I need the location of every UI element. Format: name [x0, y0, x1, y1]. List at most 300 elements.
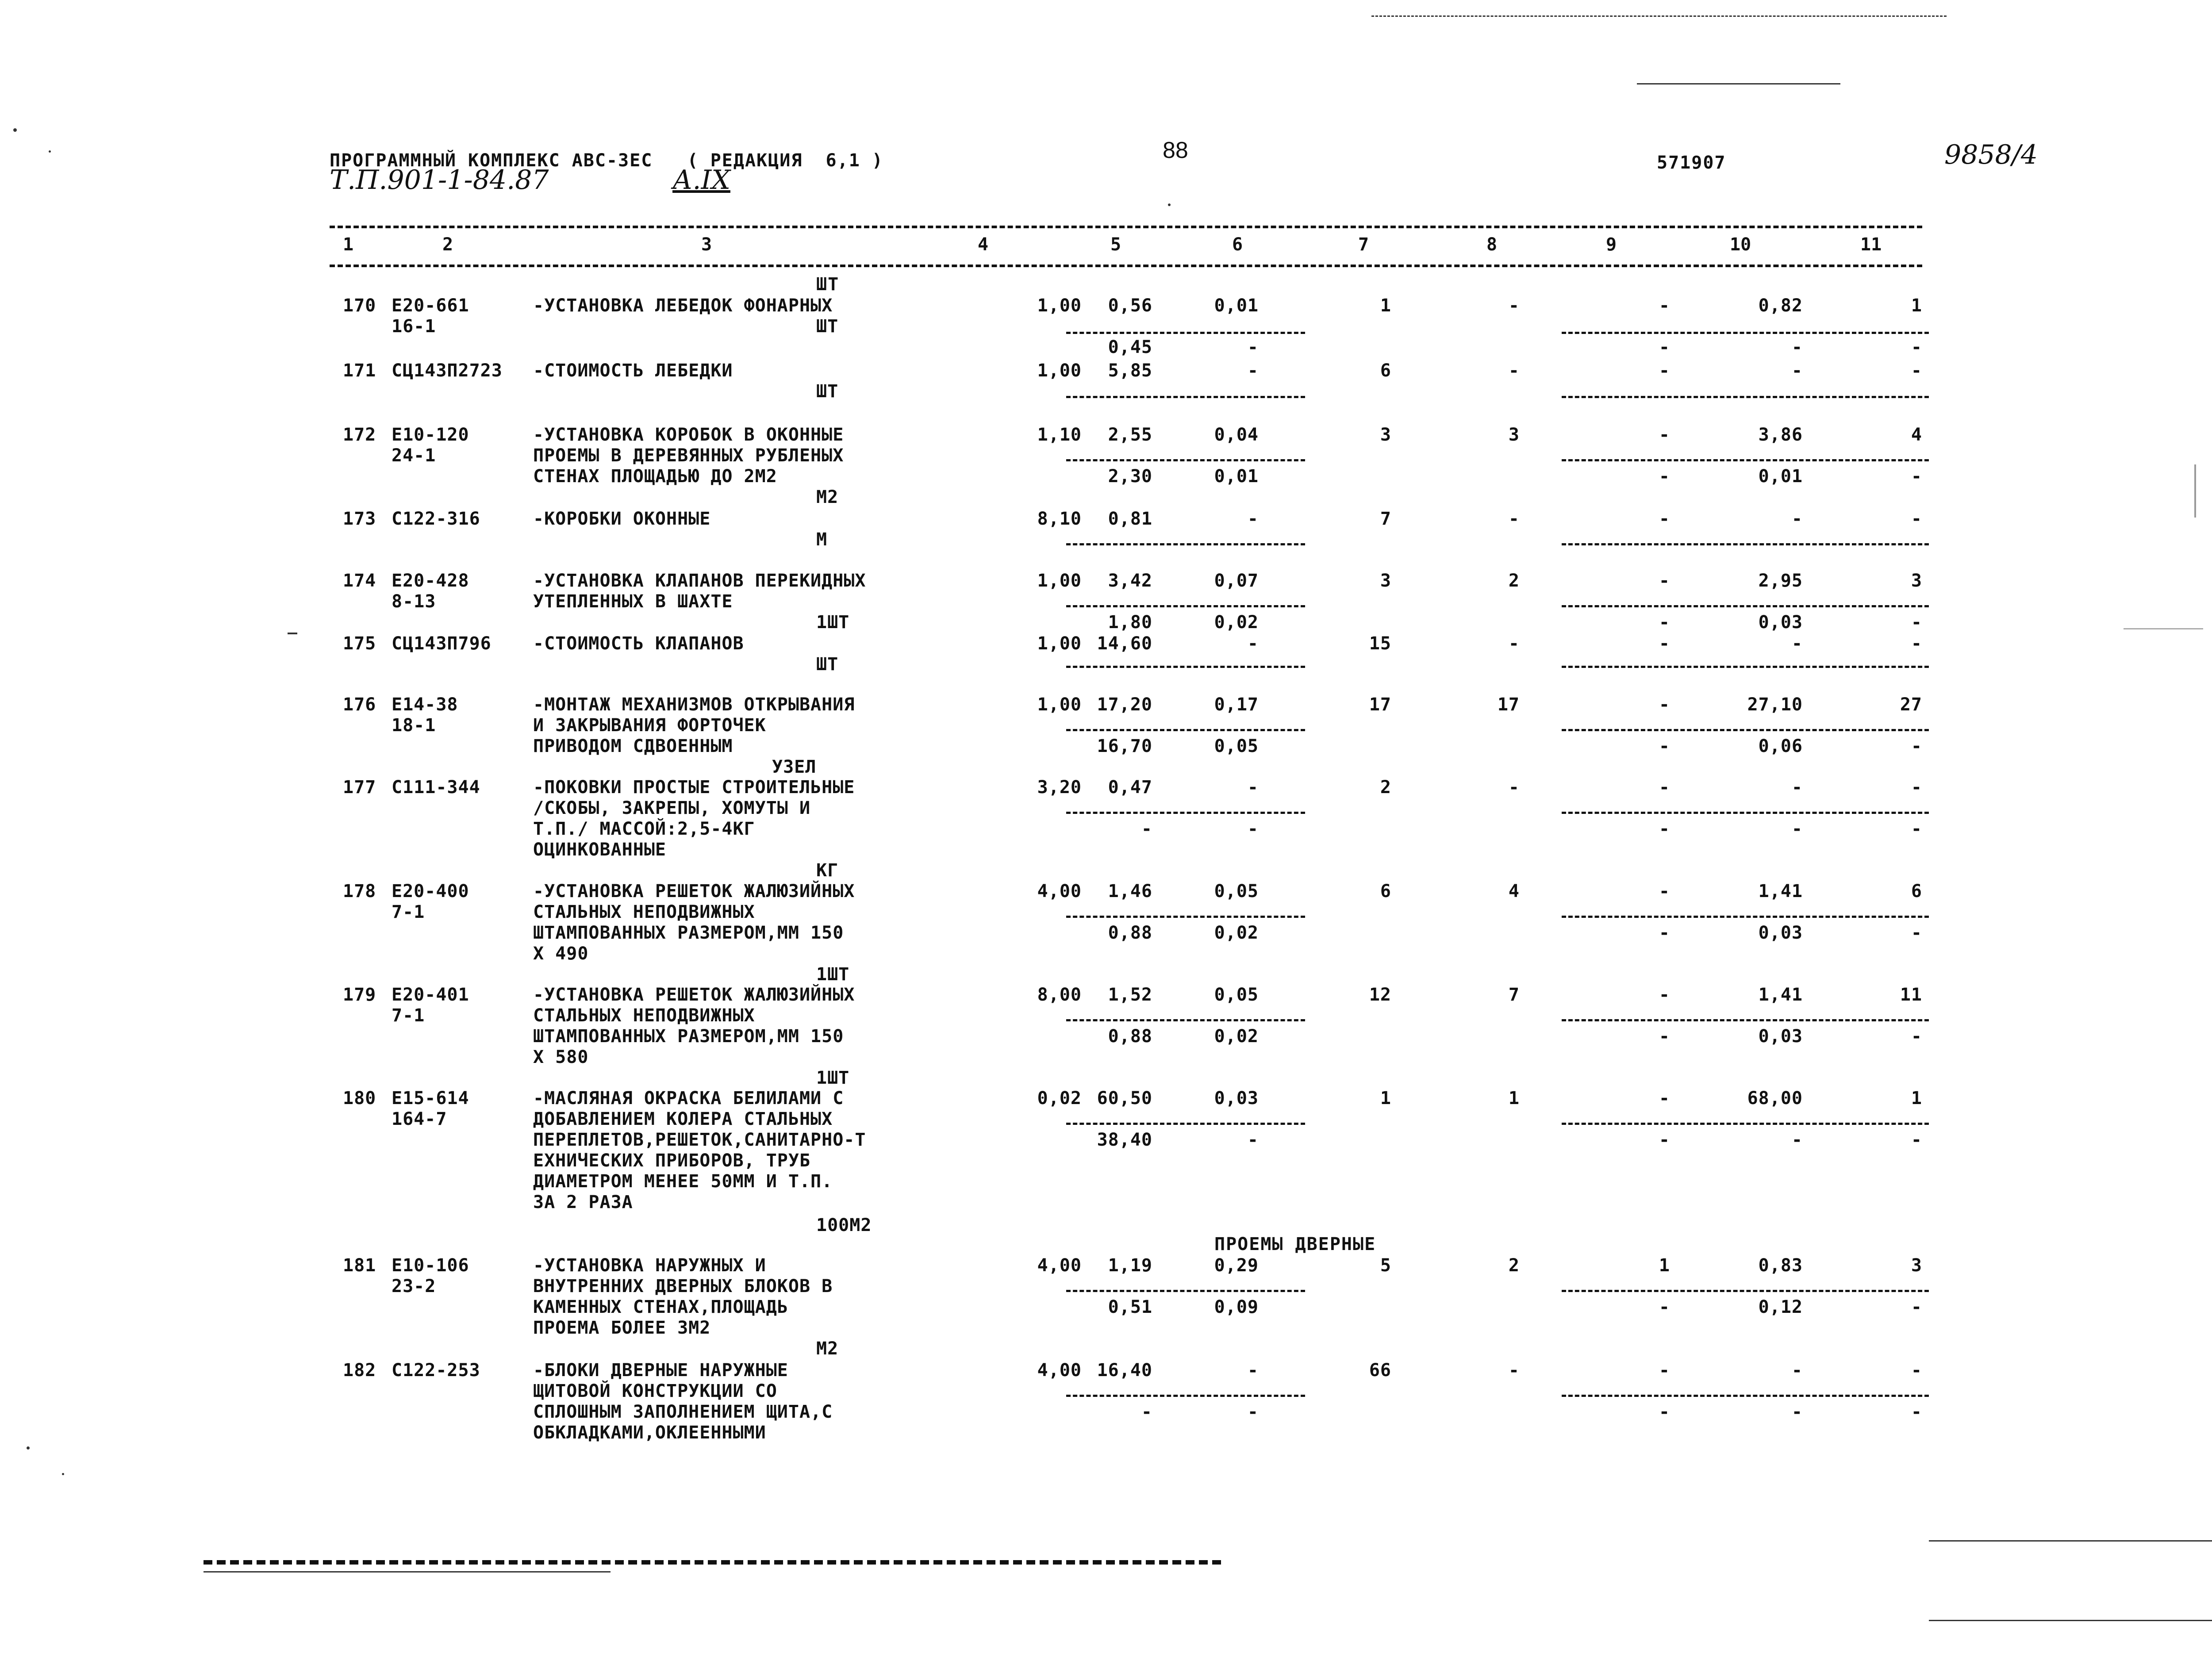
col9-value: - — [1659, 425, 1670, 445]
quantity: 0,02 — [1037, 1088, 1082, 1108]
row-number: 170 — [343, 295, 376, 316]
col5-value: 5,85 — [1108, 361, 1152, 381]
col5-sub-value: 0,88 — [1108, 923, 1152, 943]
col8-value: 1 — [1508, 1088, 1520, 1108]
col11-sub-value: - — [1911, 736, 1922, 756]
col6-sub-value: - — [1247, 819, 1259, 839]
work-description: -МАСЛЯНАЯ ОКРАСКА БЕЛИЛАМИ С — [533, 1088, 844, 1108]
work-description-line: КАМЕННЫХ СТЕНАХ,ПЛОЩАДЬ — [533, 1297, 788, 1317]
underline — [1066, 666, 1305, 668]
col9-value: 1 — [1659, 1255, 1670, 1276]
unit-of-measure: 1ШТ — [816, 612, 850, 633]
underline — [1562, 332, 1929, 334]
col5-value: 0,56 — [1108, 295, 1152, 316]
album-number: А.IX — [672, 165, 730, 196]
unit-of-measure: УЗЕЛ — [772, 757, 817, 777]
scan-edge-line — [1371, 15, 1947, 17]
work-description-line: ВНУТРЕННИХ ДВЕРНЫХ БЛОКОВ В — [533, 1276, 833, 1296]
col10-value: 3,86 — [1758, 425, 1803, 445]
work-description-line: ДОБАВЛЕНИЕМ КОЛЕРА СТАЛЬНЫХ — [533, 1109, 833, 1129]
col11-value: 3 — [1911, 571, 1922, 591]
col-num: 7 — [1358, 234, 1369, 255]
col5-sub-value: 16,70 — [1097, 736, 1152, 756]
rate-code: СЦ143П2723 — [392, 361, 503, 381]
document-number: 571907 — [1657, 153, 1726, 173]
work-description-line: ОБКЛАДКАМИ,ОКЛЕЕННЫМИ — [533, 1423, 766, 1443]
col9-value: - — [1659, 985, 1670, 1005]
col6-sub-value: 0,05 — [1214, 736, 1259, 756]
unit-of-measure: 1ШТ — [816, 1068, 850, 1088]
column-number-row — [330, 234, 1922, 257]
col8-value: - — [1508, 509, 1520, 529]
col9-value: - — [1659, 571, 1670, 591]
col6-value: - — [1247, 361, 1259, 381]
underline — [1562, 812, 1929, 814]
rate-code: E10-106 — [392, 1255, 469, 1276]
col8-value: 2 — [1508, 1255, 1520, 1276]
rate-code-sub: 7-1 — [392, 902, 425, 922]
rate-code: С111-344 — [392, 777, 480, 798]
work-description-line: УТЕПЛЕННЫХ В ШАХТЕ — [533, 591, 733, 612]
col5-sub-value: 0,45 — [1108, 337, 1152, 357]
col-num: 5 — [1110, 234, 1121, 255]
col5-sub-value: - — [1141, 819, 1152, 839]
col9-value: - — [1659, 361, 1670, 381]
row-number: 182 — [343, 1360, 376, 1381]
col10-value: - — [1791, 361, 1803, 381]
work-description-line: СТАЛЬНЫХ НЕПОДВИЖНЫХ — [533, 902, 755, 922]
scan-speck — [62, 1473, 64, 1475]
work-description-line: Х 580 — [533, 1047, 589, 1067]
underline — [1562, 916, 1929, 918]
col11-sub-value: - — [1911, 1297, 1922, 1317]
col5-value: 1,46 — [1108, 881, 1152, 901]
row-number: 180 — [343, 1088, 376, 1108]
col5-value: 60,50 — [1097, 1088, 1152, 1108]
work-description: -СТОИМОСТЬ ЛЕБЕДКИ — [533, 361, 733, 381]
col11-value: 27 — [1900, 694, 1922, 715]
work-description-line: ПРИВОДОМ СДВОЕННЫМ — [533, 736, 733, 756]
scan-speck — [49, 150, 51, 153]
col11-value: - — [1911, 777, 1922, 798]
col8-value: 2 — [1508, 571, 1520, 591]
col6-value: - — [1247, 633, 1259, 654]
col-num: 2 — [442, 234, 453, 255]
col10-sub-value: 0,03 — [1758, 1026, 1803, 1047]
col6-value: 0,07 — [1214, 571, 1259, 591]
scan-speck — [2124, 628, 2203, 629]
program-header: ПРОГРАММНЫЙ КОМПЛЕКС АВС-ЗЕС ( РЕДАКЦИЯ 6,1 ) — [330, 150, 883, 171]
col11-sub-value: - — [1911, 923, 1922, 943]
work-description: -УСТАНОВКА ЛЕБЕДОК ФОНАРНЫХ — [533, 295, 833, 316]
col10-value: - — [1791, 777, 1803, 798]
col-num: 8 — [1486, 234, 1498, 255]
work-description-line: ПЕРЕПЛЕТОВ,РЕШЕТОК,САНИТАРНО-Т — [533, 1130, 866, 1150]
col-num: 9 — [1606, 234, 1617, 255]
col9-sub-value: - — [1659, 1402, 1670, 1422]
work-description: -УСТАНОВКА РЕШЕТОК ЖАЛЮЗИЙНЫХ — [533, 881, 855, 901]
col7-value: 6 — [1380, 361, 1391, 381]
work-description-line: ШТАМПОВАННЫХ РАЗМЕРОМ,ММ 150 — [533, 1026, 844, 1047]
rate-code-sub: 8-13 — [392, 591, 436, 612]
col9-value: - — [1659, 777, 1670, 798]
col6-value: - — [1247, 777, 1259, 798]
col10-sub-value: - — [1791, 819, 1803, 839]
rate-code-sub: 164-7 — [392, 1109, 447, 1129]
col9-value: - — [1659, 881, 1670, 901]
col9-value: - — [1659, 295, 1670, 316]
underline — [1066, 459, 1305, 461]
col11-value: 11 — [1900, 985, 1922, 1005]
col10-sub-value: 0,01 — [1758, 466, 1803, 487]
col9-sub-value: - — [1659, 1130, 1670, 1150]
work-description-line: СТАЛЬНЫХ НЕПОДВИЖНЫХ — [533, 1005, 755, 1026]
col-num: 10 — [1730, 234, 1751, 255]
scan-edge-line — [1929, 1540, 2212, 1542]
quantity: 1,00 — [1037, 694, 1082, 715]
work-description-line: Т.П./ МАССОЙ:2,5-4КГ — [533, 819, 755, 839]
rate-code-sub: 24-1 — [392, 445, 436, 466]
work-description: -МОНТАЖ МЕХАНИЗМОВ ОТКРЫВАНИЯ — [533, 694, 855, 715]
rate-code: СЦ143П796 — [392, 633, 492, 654]
col9-sub-value: - — [1659, 466, 1670, 487]
col10-value: 68,00 — [1747, 1088, 1803, 1108]
col7-value: 6 — [1380, 881, 1391, 901]
row-number: 176 — [343, 694, 376, 715]
work-description-line: ПРОЕМА БОЛЕЕ 3М2 — [533, 1318, 711, 1338]
work-description-line: ОЦИНКОВАННЫЕ — [533, 840, 666, 860]
top-unit: ШТ — [816, 274, 840, 295]
underline — [1066, 729, 1305, 731]
rate-code-sub: 7-1 — [392, 1005, 425, 1026]
work-description-line: СПЛОШНЫМ ЗАПОЛНЕНИЕМ ЩИТА,С — [533, 1402, 833, 1422]
row-number: 171 — [343, 361, 376, 381]
work-description-line: И ЗАКРЫВАНИЯ ФОРТОЧЕК — [533, 715, 766, 736]
col11-sub-value: - — [1911, 337, 1922, 357]
rate-code: E10-120 — [392, 425, 469, 445]
work-description-line: ЕХНИЧЕСКИХ ПРИБОРОВ, ТРУБ — [533, 1151, 811, 1171]
col5-sub-value: 38,40 — [1097, 1130, 1152, 1150]
page-number: 88 — [1163, 138, 1188, 163]
col7-value: 3 — [1380, 571, 1391, 591]
underline — [1562, 543, 1929, 545]
col10-value: 27,10 — [1747, 694, 1803, 715]
scan-speck — [13, 128, 17, 132]
col11-value: 3 — [1911, 1255, 1922, 1276]
col-num: 6 — [1232, 234, 1243, 255]
work-description-line: ШТАМПОВАННЫХ РАЗМЕРОМ,ММ 150 — [533, 923, 844, 943]
col7-value: 7 — [1380, 509, 1391, 529]
underline — [1066, 1395, 1305, 1397]
col10-value: - — [1791, 633, 1803, 654]
col10-value: 1,41 — [1758, 985, 1803, 1005]
col6-value: 0,01 — [1214, 295, 1259, 316]
underline — [1562, 1019, 1929, 1021]
col6-sub-value: - — [1247, 1130, 1259, 1150]
section-heading: ПРОЕМЫ ДВЕРНЫЕ — [1214, 1234, 1376, 1254]
underline — [1562, 1395, 1929, 1397]
col10-value: 0,82 — [1758, 295, 1803, 316]
row-number: 178 — [343, 881, 376, 901]
underline — [1066, 396, 1305, 398]
col6-sub-value: 0,01 — [1214, 466, 1259, 487]
col10-sub-value: 0,12 — [1758, 1297, 1803, 1317]
col11-sub-value: - — [1911, 612, 1922, 633]
col6-value: 0,05 — [1214, 985, 1259, 1005]
row-number: 179 — [343, 985, 376, 1005]
col11-value: 1 — [1911, 295, 1922, 316]
underline — [1066, 332, 1305, 334]
quantity: 8,00 — [1037, 985, 1082, 1005]
underline — [1562, 1123, 1929, 1125]
scan-speck — [27, 1446, 30, 1450]
project-code: Т.П.901-1-84.87 — [330, 165, 549, 196]
col9-sub-value: - — [1659, 612, 1670, 633]
col11-sub-value: - — [1911, 1026, 1922, 1047]
quantity: 3,20 — [1037, 777, 1082, 798]
col5-value: 2,55 — [1108, 425, 1152, 445]
work-description: -КОРОБКИ ОКОННЫЕ — [533, 509, 711, 529]
col5-sub-value: 2,30 — [1108, 466, 1152, 487]
col10-value: 1,41 — [1758, 881, 1803, 901]
rate-code-sub: 18-1 — [392, 715, 436, 736]
col9-sub-value: - — [1659, 337, 1670, 357]
col9-value: - — [1659, 509, 1670, 529]
work-description-line: ПРОЕМЫ В ДЕРЕВЯННЫХ РУБЛЕНЫХ — [533, 445, 844, 466]
col11-value: 4 — [1911, 425, 1922, 445]
col6-value: - — [1247, 509, 1259, 529]
rate-code: E20-400 — [392, 881, 469, 901]
col9-value: - — [1659, 1088, 1670, 1108]
col5-value: 17,20 — [1097, 694, 1152, 715]
work-description-line: ДИАМЕТРОМ МЕНЕЕ 50ММ И Т.П. — [533, 1171, 833, 1192]
quantity: 1,00 — [1037, 633, 1082, 654]
table-top-rule — [330, 226, 1922, 228]
col5-value: 0,47 — [1108, 777, 1152, 798]
col6-value: - — [1247, 1360, 1259, 1381]
quantity: 4,00 — [1037, 1255, 1082, 1276]
col10-value: - — [1791, 509, 1803, 529]
col6-sub-value: - — [1247, 337, 1259, 357]
col-num: 11 — [1860, 234, 1882, 255]
col7-value: 2 — [1380, 777, 1391, 798]
quantity: 4,00 — [1037, 1360, 1082, 1381]
scan-speck — [288, 633, 297, 634]
quantity: 1,00 — [1037, 571, 1082, 591]
col9-sub-value: - — [1659, 1297, 1670, 1317]
rate-code: С122-316 — [392, 509, 480, 529]
col10-sub-value: - — [1791, 337, 1803, 357]
col10-sub-value: - — [1791, 1130, 1803, 1150]
col11-value: - — [1911, 633, 1922, 654]
col10-sub-value: 0,03 — [1758, 923, 1803, 943]
col9-value: - — [1659, 633, 1670, 654]
col6-sub-value: - — [1247, 1402, 1259, 1422]
col8-value: 3 — [1508, 425, 1520, 445]
row-number: 177 — [343, 777, 376, 798]
rate-code-sub: 23-2 — [392, 1276, 436, 1296]
work-description-line: ЩИТОВОЙ КОНСТРУКЦИИ СО — [533, 1381, 777, 1401]
unit-of-measure: М2 — [816, 487, 839, 507]
col8-value: 4 — [1508, 881, 1520, 901]
col10-sub-value: 0,06 — [1758, 736, 1803, 756]
col6-sub-value: 0,02 — [1214, 612, 1259, 633]
underline — [1066, 1019, 1305, 1021]
underline — [1066, 1123, 1305, 1125]
col-num: 1 — [343, 234, 354, 255]
col10-value: 0,83 — [1758, 1255, 1803, 1276]
work-description: -УСТАНОВКА КЛАПАНОВ ПЕРЕКИДНЫХ — [533, 571, 866, 591]
col11-value: - — [1911, 361, 1922, 381]
unit-of-measure: 100М2 — [816, 1215, 872, 1235]
col11-value: - — [1911, 1360, 1922, 1381]
col11-sub-value: - — [1911, 819, 1922, 839]
col6-sub-value: 0,09 — [1214, 1297, 1259, 1317]
scan-speck — [2194, 464, 2196, 518]
quantity: 8,10 — [1037, 509, 1082, 529]
underline — [1066, 543, 1305, 545]
unit-of-measure: ШТ — [816, 381, 839, 402]
col8-value: 17 — [1497, 694, 1520, 715]
col7-value: 1 — [1380, 295, 1391, 316]
scan-speck — [1168, 203, 1171, 206]
work-description-line: /СКОБЫ, ЗАКРЕПЫ, ХОМУТЫ И — [533, 798, 811, 818]
work-description: -УСТАНОВКА РЕШЕТОК ЖАЛЮЗИЙНЫХ — [533, 985, 855, 1005]
quantity: 1,00 — [1037, 361, 1082, 381]
col6-value: 0,17 — [1214, 694, 1259, 715]
scan-edge-line — [1929, 1620, 2212, 1621]
col9-sub-value: - — [1659, 923, 1670, 943]
col5-value: 16,40 — [1097, 1360, 1152, 1381]
underline — [1562, 729, 1929, 731]
col9-sub-value: - — [1659, 819, 1670, 839]
underline — [1562, 1290, 1929, 1292]
col11-sub-value: - — [1911, 466, 1922, 487]
col9-sub-value: - — [1659, 736, 1670, 756]
col5-sub-value: 0,88 — [1108, 1026, 1152, 1047]
col6-value: 0,04 — [1214, 425, 1259, 445]
rate-code: E20-401 — [392, 985, 469, 1005]
row-number: 175 — [343, 633, 376, 654]
underline — [1562, 396, 1929, 398]
underline — [1562, 459, 1929, 461]
rate-code-sub: 16-1 — [392, 316, 436, 337]
work-description: -УСТАНОВКА КОРОБОК В ОКОННЫЕ — [533, 425, 844, 445]
underline — [1562, 605, 1929, 607]
row-number: 181 — [343, 1255, 376, 1276]
col8-value: - — [1508, 295, 1520, 316]
col-num: 3 — [701, 234, 712, 255]
quantity: 4,00 — [1037, 881, 1082, 901]
unit-of-measure: ШТ — [816, 316, 839, 337]
quantity: 1,10 — [1037, 425, 1082, 445]
col5-sub-value: 1,80 — [1108, 612, 1152, 633]
scan-edge-line — [1637, 83, 1840, 84]
col8-value: - — [1508, 1360, 1520, 1381]
col7-value: 3 — [1380, 425, 1391, 445]
col6-sub-value: 0,02 — [1214, 923, 1259, 943]
work-description-line: Х 490 — [533, 943, 589, 964]
rate-code: С122-253 — [392, 1360, 480, 1381]
col7-value: 12 — [1369, 985, 1391, 1005]
col7-value: 66 — [1369, 1360, 1391, 1381]
col5-value: 1,52 — [1108, 985, 1152, 1005]
unit-of-measure: ШТ — [816, 654, 839, 675]
col7-value: 5 — [1380, 1255, 1391, 1276]
row-number: 172 — [343, 425, 376, 445]
work-description: -БЛОКИ ДВЕРНЫЕ НАРУЖНЫЕ — [533, 1360, 788, 1381]
footer-dashes — [204, 1560, 1221, 1565]
unit-of-measure: М2 — [816, 1339, 839, 1359]
col11-sub-value: - — [1911, 1402, 1922, 1422]
col11-value: 6 — [1911, 881, 1922, 901]
col11-value: 1 — [1911, 1088, 1922, 1108]
col7-value: 1 — [1380, 1088, 1391, 1108]
work-description: -ПОКОВКИ ПРОСТЫЕ СТРОИТЕЛЬНЫЕ — [533, 777, 855, 798]
col10-value: 2,95 — [1758, 571, 1803, 591]
underline — [1562, 666, 1929, 668]
col8-value: - — [1508, 633, 1520, 654]
col6-value: 0,03 — [1214, 1088, 1259, 1108]
work-description-line: СТЕНАХ ПЛОЩАДЬЮ ДО 2М2 — [533, 466, 777, 487]
col11-value: - — [1911, 509, 1922, 529]
rate-code: E14-38 — [392, 694, 458, 715]
col5-value: 3,42 — [1108, 571, 1152, 591]
quantity: 1,00 — [1037, 295, 1082, 316]
work-description: -СТОИМОСТЬ КЛАПАНОВ — [533, 633, 744, 654]
underline — [1066, 605, 1305, 607]
rate-code: E15-614 — [392, 1088, 469, 1108]
rate-code: E20-428 — [392, 571, 469, 591]
underline — [1066, 812, 1305, 814]
col8-value: - — [1508, 361, 1520, 381]
col7-value: 15 — [1369, 633, 1391, 654]
col5-sub-value: 0,51 — [1108, 1297, 1152, 1317]
col9-value: - — [1659, 694, 1670, 715]
archive-number: 9858/4 — [1944, 139, 2038, 170]
unit-of-measure: КГ — [816, 860, 839, 881]
col6-value: 0,29 — [1214, 1255, 1259, 1276]
col5-value: 1,19 — [1108, 1255, 1152, 1276]
table-header-rule — [330, 265, 1922, 267]
col6-value: 0,05 — [1214, 881, 1259, 901]
rate-code: E20-661 — [392, 295, 469, 316]
col10-sub-value: 0,03 — [1758, 612, 1803, 633]
col7-value: 17 — [1369, 694, 1391, 715]
col5-sub-value: - — [1141, 1402, 1152, 1422]
underline — [1066, 916, 1305, 918]
work-description: -УСТАНОВКА НАРУЖНЫХ И — [533, 1255, 766, 1276]
col10-sub-value: - — [1791, 1402, 1803, 1422]
col8-value: 7 — [1508, 985, 1520, 1005]
work-description-line: ЗА 2 РАЗА — [533, 1192, 633, 1212]
col5-value: 14,60 — [1097, 633, 1152, 654]
col6-sub-value: 0,02 — [1214, 1026, 1259, 1047]
col5-value: 0,81 — [1108, 509, 1152, 529]
scan-edge-line — [204, 1571, 611, 1572]
col8-value: - — [1508, 777, 1520, 798]
col9-value: - — [1659, 1360, 1670, 1381]
col11-sub-value: - — [1911, 1130, 1922, 1150]
unit-of-measure: М — [816, 529, 828, 550]
row-number: 174 — [343, 571, 376, 591]
unit-of-measure: 1ШТ — [816, 964, 850, 985]
underline — [1066, 1290, 1305, 1292]
row-number: 173 — [343, 509, 376, 529]
col-num: 4 — [978, 234, 989, 255]
col9-sub-value: - — [1659, 1026, 1670, 1047]
col10-value: - — [1791, 1360, 1803, 1381]
